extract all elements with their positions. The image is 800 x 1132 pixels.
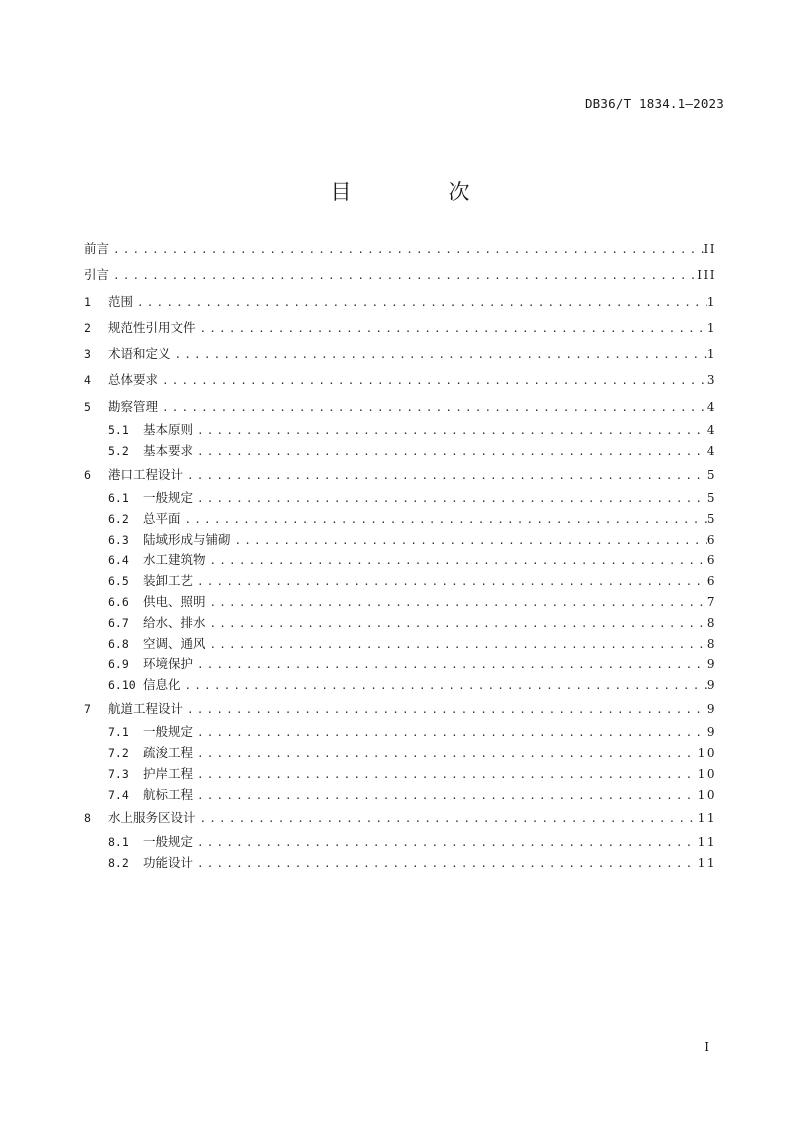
toc-entry-number: 5 [84, 399, 91, 414]
toc-dot-leader [193, 833, 698, 854]
toc-entry-page: II [703, 242, 716, 256]
toc-entry-number: 6.10 [108, 678, 136, 693]
toc-entry-label: 航道工程设计 [108, 700, 184, 716]
toc-entry[interactable] [84, 530, 716, 551]
toc-entry[interactable] [84, 743, 716, 764]
toc-entry-label: 一般规定 [143, 489, 194, 505]
toc-dot-leader [193, 744, 698, 765]
toc-entry-page: 5 [706, 490, 716, 505]
toc-entry-label: 前言 [84, 241, 110, 256]
toc-dot-leader [206, 614, 707, 635]
toc-entry-label: 环境保护 [143, 656, 194, 672]
toc-entry[interactable] [84, 289, 716, 315]
toc-dot-leader [181, 510, 707, 531]
toc-entry[interactable] [84, 613, 716, 634]
toc-entry-page: 6 [706, 532, 716, 547]
toc-entry-label: 空调、通风 [143, 635, 206, 651]
toc-entry[interactable] [84, 722, 716, 743]
toc-dot-leader [196, 806, 698, 832]
toc-entry[interactable] [84, 341, 716, 367]
toc-entry-label: 疏浚工程 [143, 745, 194, 761]
toc-entry-number: 8.1 [108, 834, 129, 849]
toc-entry-number: 3 [84, 347, 91, 362]
toc-entry-number: 5.2 [108, 443, 129, 458]
toc-dot-leader [193, 489, 707, 510]
toc-dot-leader [206, 593, 707, 614]
toc-entry-label: 供电、照明 [143, 593, 206, 609]
toc-entry-page: 5 [706, 467, 716, 482]
toc-entry-number: 4 [84, 373, 91, 388]
toc-entry[interactable] [84, 805, 716, 831]
toc-entry[interactable] [84, 509, 716, 530]
toc-entry-page: 9 [706, 678, 716, 693]
toc-dot-leader [193, 854, 698, 875]
toc-entry[interactable] [84, 592, 716, 613]
toc-dot-leader [193, 786, 698, 807]
toc-entry-label: 一般规定 [143, 833, 194, 849]
toc-entry-number: 6.6 [108, 594, 129, 609]
toc-entry-number: 6.1 [108, 490, 129, 505]
toc-entry[interactable] [84, 420, 716, 441]
page-number: I [704, 1040, 709, 1054]
toc-dot-leader [183, 463, 707, 489]
toc-entry-label: 港口工程设计 [108, 466, 184, 482]
toc-entry[interactable] [84, 462, 716, 488]
toc-entry[interactable] [84, 236, 716, 262]
toc-dot-leader [206, 635, 707, 656]
toc-dot-leader [171, 342, 707, 368]
toc-entry-label: 一般规定 [143, 724, 194, 740]
toc-entry-number: 7.4 [108, 787, 129, 802]
toc-entry-page: 11 [697, 811, 716, 826]
toc-entry-page: 6 [706, 574, 716, 589]
toc-entry-label: 引言 [84, 267, 110, 283]
toc-entry-number: 6.7 [108, 615, 129, 630]
toc-entry-label: 水上服务区设计 [108, 810, 196, 826]
toc-entry-number: 6.3 [108, 532, 129, 547]
toc-dot-leader [193, 723, 707, 744]
toc-entry-page: 4 [706, 399, 716, 414]
toc-entry-number: 7.3 [108, 766, 129, 781]
toc-entry-number: 6.2 [108, 511, 129, 526]
toc-entry-label: 总体要求 [108, 372, 159, 388]
toc-entry-number: 6.8 [108, 636, 129, 651]
toc-entry-number: 7 [84, 701, 91, 716]
toc-entry[interactable] [84, 394, 716, 420]
toc-entry-page: 10 [697, 746, 716, 761]
toc-entry[interactable] [84, 571, 716, 592]
toc-entry-label: 基本原则 [143, 422, 194, 438]
toc-entry-page: 7 [706, 594, 716, 609]
toc-entry-page: III [697, 268, 716, 283]
toc-entry[interactable] [84, 675, 716, 696]
toc-entry-number: 1 [84, 294, 91, 309]
toc-entry-page: 8 [706, 615, 716, 630]
toc-entry-page: 9 [706, 701, 716, 716]
toc-dot-leader [158, 368, 707, 394]
toc-dot-leader [158, 395, 707, 421]
toc-entry-label: 航标工程 [143, 786, 194, 802]
toc-entry-page: 9 [706, 657, 716, 672]
toc-entry-page: 4 [706, 423, 716, 438]
toc-dot-leader [193, 421, 707, 442]
toc-entry-label: 功能设计 [143, 854, 194, 870]
toc-entry-label: 勘察管理 [108, 398, 159, 414]
toc-dot-leader [193, 655, 707, 676]
toc-dot-leader [109, 263, 697, 289]
toc-entry[interactable] [84, 488, 716, 509]
toc-entry-label: 范围 [108, 293, 134, 309]
toc-entry[interactable] [84, 262, 716, 288]
toc-entry-number: 6.4 [108, 553, 129, 568]
toc-entry[interactable] [84, 315, 716, 341]
toc-entry-label: 装卸工艺 [143, 573, 194, 589]
toc-dot-leader [181, 676, 707, 697]
toc-dot-leader [193, 572, 707, 593]
toc-dot-leader [193, 442, 707, 463]
toc-entry[interactable] [84, 853, 716, 874]
toc-entry-label: 护岸工程 [143, 765, 194, 781]
toc-dot-leader [206, 551, 707, 572]
toc-entry-label: 给水、排水 [143, 614, 206, 630]
table-of-contents [84, 236, 716, 873]
toc-entry-page: 1 [706, 320, 716, 335]
toc-entry-label: 水工建筑物 [143, 552, 206, 568]
toc-entry-label: 总平面 [143, 510, 181, 526]
toc-dot-leader [193, 765, 698, 786]
toc-entry-page: 5 [706, 511, 716, 526]
toc-entry-label: 基本要求 [143, 442, 194, 458]
toc-entry[interactable] [84, 441, 716, 462]
toc-dot-leader [231, 531, 707, 552]
toc-entry[interactable] [84, 832, 716, 853]
toc-entry-page: 10 [697, 787, 716, 802]
toc-entry-number: 7.2 [108, 746, 129, 761]
standard-code: DB36/T 1834.1—2023 [584, 96, 724, 111]
toc-dot-leader [109, 237, 704, 263]
toc-entry-page: 11 [697, 855, 716, 870]
toc-entry-number: 5.1 [108, 423, 129, 438]
toc-entry-number: 6 [84, 467, 91, 482]
toc-entry-number: 7.1 [108, 725, 129, 740]
page-title: 目 次 [330, 180, 508, 204]
toc-entry-page: 6 [706, 553, 716, 568]
toc-entry-label: 信息化 [143, 677, 181, 693]
toc-dot-leader [196, 316, 707, 342]
toc-entry-page: 10 [697, 766, 716, 781]
toc-entry-number: 8.2 [108, 855, 129, 870]
toc-entry-number: 2 [84, 320, 91, 335]
toc-entry[interactable] [84, 634, 716, 655]
toc-entry[interactable] [84, 654, 716, 675]
toc-entry-number: 8 [84, 811, 91, 826]
toc-entry-label: 术语和定义 [108, 346, 171, 362]
toc-entry-number: 6.9 [108, 657, 129, 672]
toc-entry-page: 8 [706, 636, 716, 651]
toc-entry[interactable] [84, 367, 716, 393]
toc-entry-page: 11 [697, 834, 716, 849]
toc-entry[interactable] [84, 550, 716, 571]
toc-entry-label: 规范性引用文件 [108, 319, 196, 335]
toc-entry[interactable] [84, 764, 716, 785]
toc-entry[interactable] [84, 785, 716, 806]
toc-entry-number: 6.5 [108, 574, 129, 589]
toc-entry-page: 3 [706, 373, 716, 388]
toc-entry-page: 9 [706, 725, 716, 740]
toc-entry-page: 1 [706, 347, 716, 362]
toc-dot-leader [133, 290, 707, 316]
toc-entry-page: 4 [706, 443, 716, 458]
toc-dot-leader [183, 697, 707, 723]
toc-entry-label: 陆域形成与铺砌 [143, 531, 231, 547]
toc-entry[interactable] [84, 696, 716, 722]
toc-entry-page: 1 [706, 294, 716, 309]
